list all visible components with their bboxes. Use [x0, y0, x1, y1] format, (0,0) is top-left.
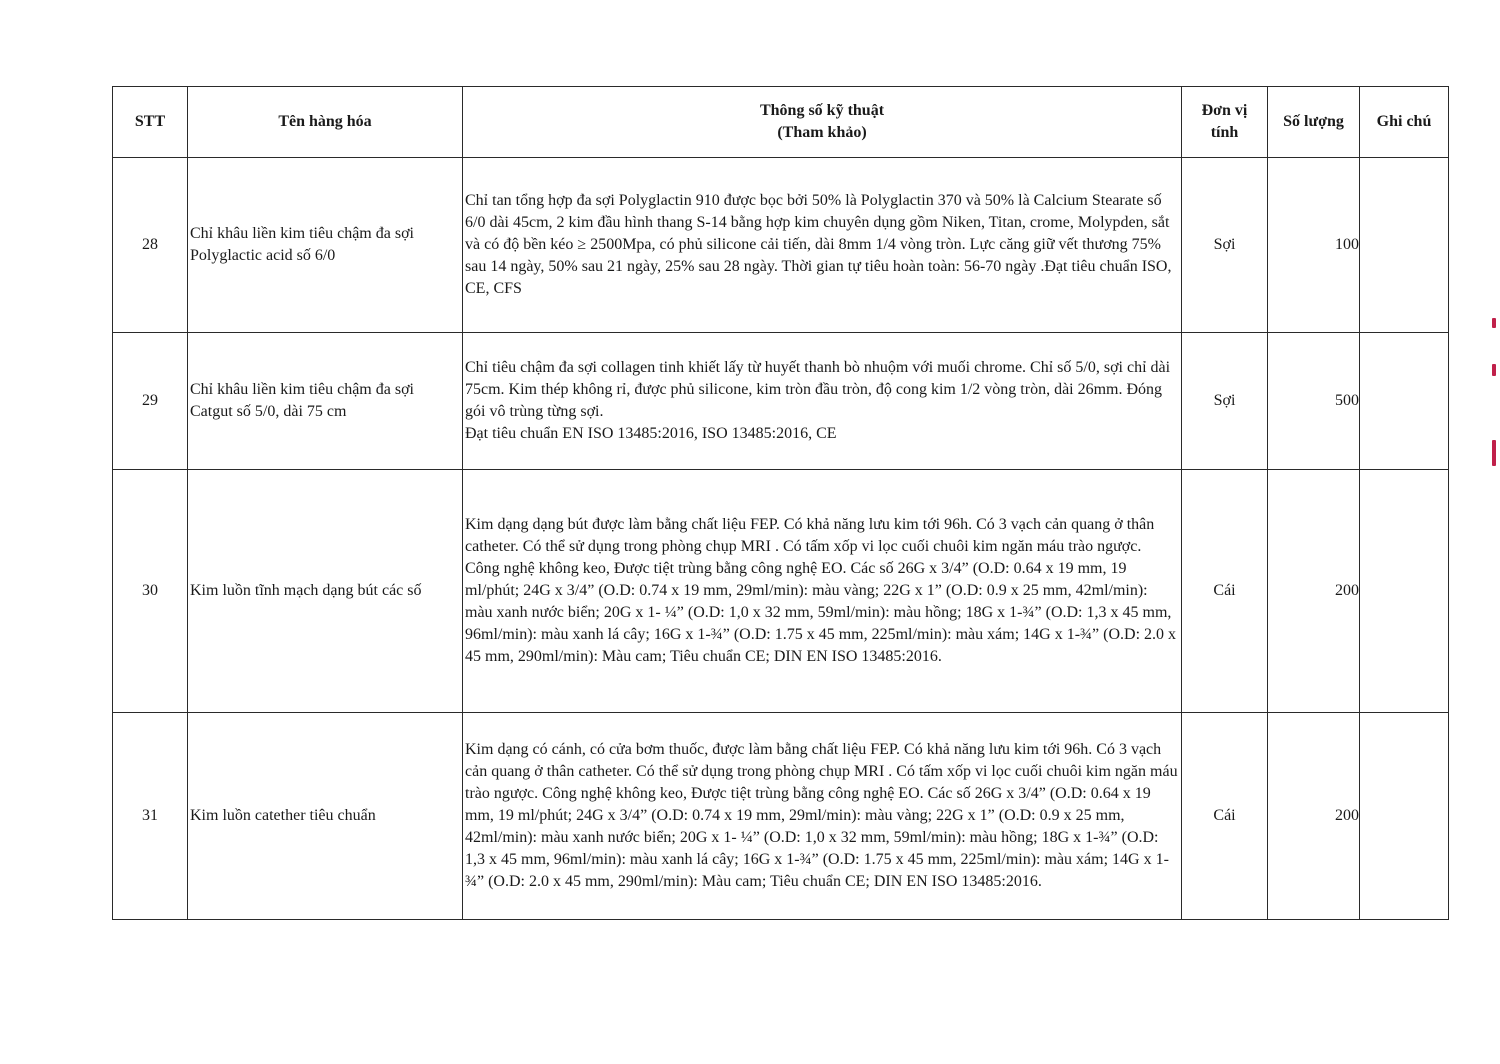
row-spec: Kim dạng dạng bút được làm bằng chất liệu FEP. Có khả năng lưu kim tới 96h. Có 3 vạch cản quang ở thân catheter. Có thể sử dụng trong phòng chụp MRI . Có tấm xốp vi lọc cuối chuôi kim ngăn máu trào ngược. Công nghệ không keo, Được tiệt trùng bằng công nghệ EO. Các số 26G x 3/4” (O.D: 0.64 x 19 mm, 19 ml/phút; 24G x 3/4” (O.D: 0.74 x 19 mm, 29ml/min): màu vàng; 22G x 1” (O.D: 0.9 x 25 mm, 42ml/min): màu xanh nước biển; 20G x 1- ¼” (O.D: 1,0 x 32 mm, 59ml/min): màu hồng; 18G x 1-¾” (O.D: 1,3 x 45 mm, 96ml/min): màu xanh lá cây; 16G x 1-¾” (O.D: 1.75 x 45 mm, 225ml/min): màu xám; 14G x 1-¾” (O.D: 2.0 x 45 mm, 290ml/min): Màu cam; Tiêu chuẩn CE; DIN EN ISO 13485:2016.: [463, 470, 1182, 713]
row-unit: Cái: [1182, 713, 1268, 920]
row-spec-standard: Đạt tiêu chuẩn EN ISO 13485:2016, ISO 13485:2016, CE: [465, 425, 837, 442]
row-name: Kim luồn catether tiêu chuẩn: [188, 713, 463, 920]
row-stt: 30: [113, 470, 188, 713]
table-row: [113, 470, 1449, 713]
header-unit-line1: Đơn vị: [1201, 102, 1248, 119]
row-spec: Chỉ tan tổng hợp đa sợi Polyglactin 910 được bọc bởi 50% là Polyglactin 370 và 50% là Calcium Stearate số 6/0 dài 45cm, 2 kim đầu hình thang S-14 bằng hợp kim chuyên dụng gồm Niken, Titan, crome, Molypden, sắt và có độ bền kéo ≥ 2500Mpa, có phủ silicone cải tiến, dài 8mm 1/4 vòng tròn. Lực căng giữ vết thương 75% sau 14 ngày, 50% sau 21 ngày, 25% sau 28 ngày. Thời gian tự tiêu hoàn toàn: 56-70 ngày .Đạt tiêu chuẩn ISO, CE, CFS: [463, 158, 1182, 333]
row-note: [1360, 470, 1449, 713]
header-spec: [463, 87, 1182, 158]
goods-spec-table: [112, 86, 1449, 920]
edge-stamp-mark: [1492, 440, 1496, 466]
row-spec: Kim dạng có cánh, có cửa bơm thuốc, được làm bằng chất liệu FEP. Có khả năng lưu kim tới 96h. Có 3 vạch cản quang ở thân catheter. Có thể sử dụng trong phòng chụp MRI . Có tấm xốp vi lọc cuối chuôi kim ngăn máu trào ngược. Công nghệ không keo, Được tiệt trùng bằng công nghệ EO. Các số 26G x 3/4” (O.D: 0.64 x 19 mm, 19 ml/phút; 24G x 3/4” (O.D: 0.74 x 19 mm, 29ml/min): màu vàng; 22G x 1” (O.D: 0.9 x 25 mm, 42ml/min): màu xanh nước biển; 20G x 1- ¼” (O.D: 1,0 x 32 mm, 59ml/min): màu hồng; 18G x 1-¾” (O.D: 1,3 x 45 mm, 96ml/min): màu xanh lá cây; 16G x 1-¾” (O.D: 1.75 x 45 mm, 225ml/min): màu xám; 14G x 1-¾” (O.D: 2.0 x 45 mm, 290ml/min): Màu cam; Tiêu chuẩn CE; DIN EN ISO 13485:2016.: [463, 713, 1182, 920]
header-unit: [1182, 87, 1268, 158]
table-row: [113, 333, 1449, 470]
header-unit-line2: tính: [1210, 124, 1239, 141]
edge-stamp-mark: [1492, 364, 1496, 376]
table-row: [113, 158, 1449, 333]
row-stt: 29: [113, 333, 188, 470]
header-name: Tên hàng hóa: [188, 87, 463, 158]
table-header-row: [113, 87, 1449, 158]
row-stt: 28: [113, 158, 188, 333]
row-name: Kim luồn tĩnh mạch dạng bút các số: [188, 470, 463, 713]
row-qty: 500: [1268, 333, 1360, 470]
header-note: Ghi chú: [1360, 87, 1449, 158]
header-stt: STT: [113, 87, 188, 158]
edge-stamp-mark: [1492, 318, 1496, 328]
row-unit: Sợi: [1182, 158, 1268, 333]
row-stt: 31: [113, 713, 188, 920]
row-spec-main: Chỉ tiêu chậm đa sợi collagen tinh khiết lấy từ huyết thanh bò nhuộm với muối chrome. Chỉ số 5/0, sợi chỉ dài 75cm. Kim thép không rỉ, được phủ silicone, kim tròn đầu tròn, độ cong kim 1/2 vòng tròn, dài 26mm. Đóng gói vô trùng từng sợi.: [465, 359, 1171, 420]
row-qty: 200: [1268, 470, 1360, 713]
row-name: Chỉ khâu liền kim tiêu chậm đa sợi Catgut số 5/0, dài 75 cm: [188, 333, 463, 470]
header-qty: Số lượng: [1268, 87, 1360, 158]
row-unit: Sợi: [1182, 333, 1268, 470]
row-qty: 200: [1268, 713, 1360, 920]
header-spec-line1: Thông số kỹ thuật: [759, 102, 885, 119]
table-row: [113, 713, 1449, 920]
row-note: [1360, 158, 1449, 333]
row-name: Chỉ khâu liền kim tiêu chậm đa sợi Polyglactic acid số 6/0: [188, 158, 463, 333]
row-qty: 100: [1268, 158, 1360, 333]
row-note: [1360, 333, 1449, 470]
row-spec: [463, 333, 1182, 470]
row-unit: Cái: [1182, 470, 1268, 713]
header-spec-line2: (Tham khảo): [777, 124, 867, 141]
row-note: [1360, 713, 1449, 920]
